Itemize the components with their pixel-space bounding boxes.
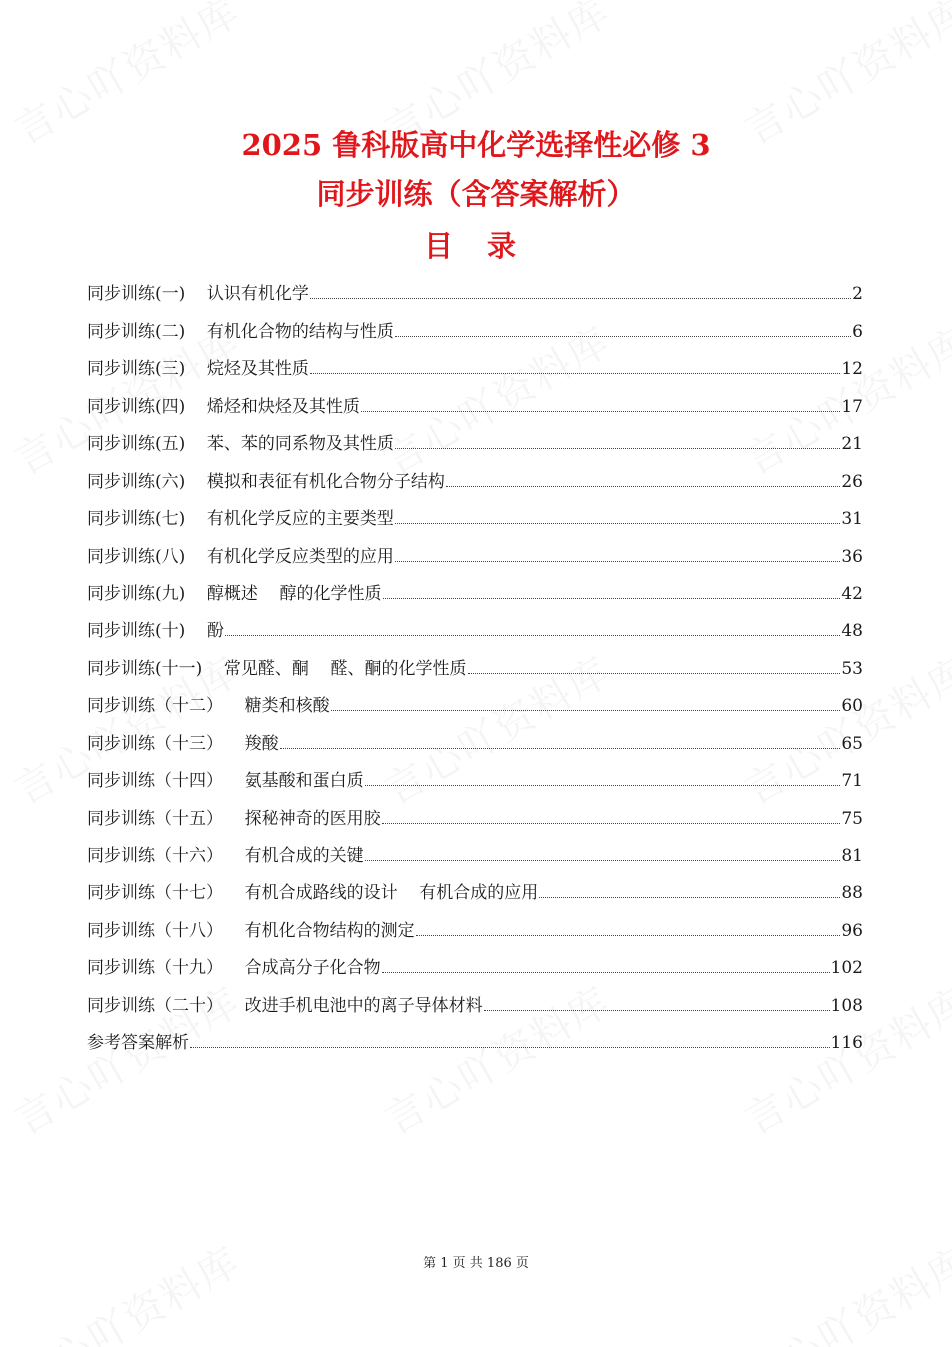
toc-leader-dots <box>395 561 840 562</box>
toc-entry-page: 71 <box>841 771 863 792</box>
toc-entry[interactable] <box>87 903 863 940</box>
toc-leader-dots <box>225 635 840 636</box>
toc-leader-dots <box>539 897 840 898</box>
watermark <box>3 1231 250 1347</box>
toc-entry-page: 65 <box>841 733 863 754</box>
toc-leader-dots <box>365 785 841 786</box>
toc-entry[interactable] <box>87 267 863 304</box>
toc-leader-dots <box>310 373 840 374</box>
document-subtitle: 同步训练（含答案解析） <box>316 177 636 211</box>
toc-leader-dots <box>331 710 841 711</box>
toc-entry-page: 36 <box>841 546 863 567</box>
toc-entry[interactable] <box>87 679 863 716</box>
toc-entry-label: 同步训练（十八） 有机化合物结构的测定 <box>87 920 415 941</box>
toc-entry-label: 同步训练（二十） 改进手机电池中的离子导体材料 <box>87 995 483 1016</box>
toc-entry-page: 21 <box>841 434 863 455</box>
toc-entry-page: 42 <box>841 583 863 604</box>
toc-leader-dots <box>382 823 841 824</box>
toc-entry[interactable] <box>87 941 863 978</box>
toc-entry[interactable] <box>87 379 863 416</box>
toc-entry-label: 同步训练(四) 烯烃和炔烃及其性质 <box>87 396 360 417</box>
toc-leader-dots <box>484 1010 830 1011</box>
toc-entry[interactable] <box>87 791 863 828</box>
watermark <box>733 1231 952 1347</box>
toc-entry-label: 同步训练(八) 有机化学反应类型的应用 <box>87 546 394 567</box>
toc-entry-page: 26 <box>841 471 863 492</box>
toc-leader-dots <box>395 336 851 337</box>
toc-entry[interactable] <box>87 716 863 753</box>
toc-entry[interactable] <box>87 304 863 341</box>
toc-leader-dots <box>280 748 841 749</box>
toc-entry-label: 同步训练(十) 酚 <box>87 621 224 642</box>
toc-entry-label: 同步训练（十九） 合成高分子化合物 <box>87 958 381 979</box>
toc-entry[interactable] <box>87 978 863 1015</box>
document-title: 2025 鲁科版高中化学选择性必修 3 <box>241 128 711 162</box>
toc-entry[interactable] <box>87 604 863 641</box>
toc-entry[interactable] <box>87 829 863 866</box>
toc-entry-answers[interactable] <box>87 1016 863 1053</box>
toc-entry[interactable] <box>87 492 863 529</box>
toc-leader-dots <box>310 298 851 299</box>
table-of-contents <box>87 267 863 1053</box>
page-footer: 第 1 页 共 186 页 <box>423 1256 529 1271</box>
toc-leader-dots <box>446 486 840 487</box>
toc-entry-page: 60 <box>841 696 863 717</box>
toc-entry[interactable] <box>87 567 863 604</box>
toc-leader-dots <box>383 598 841 599</box>
toc-leader-dots <box>395 448 840 449</box>
toc-heading: 目 录 <box>423 229 529 263</box>
toc-entry-page: 53 <box>841 658 863 679</box>
toc-entry-label: 同步训练（十四） 氨基酸和蛋白质 <box>87 771 364 792</box>
toc-entry-label: 同步训练(一) 认识有机化学 <box>87 284 309 305</box>
toc-leader-dots <box>416 935 841 936</box>
toc-entry-label: 同步训练（十三） 羧酸 <box>87 733 279 754</box>
toc-entry-page: 48 <box>841 621 863 642</box>
toc-entry-page: 116 <box>830 1033 863 1054</box>
toc-entry-page: 12 <box>841 359 863 380</box>
toc-entry[interactable] <box>87 454 863 491</box>
toc-entry-label: 同步训练(六) 模拟和表征有机化合物分子结构 <box>87 471 445 492</box>
toc-entry-page: 81 <box>841 846 863 866</box>
toc-entry[interactable] <box>87 417 863 454</box>
toc-entry-label: 同步训练（十七） 有机合成路线的设计 有机合成的应用 <box>87 883 539 904</box>
toc-leader-dots <box>190 1047 830 1048</box>
toc-entry-label: 同步训练（十五） 探秘神奇的医用胶 <box>87 808 381 829</box>
toc-entry[interactable] <box>87 866 863 903</box>
toc-leader-dots <box>382 972 830 973</box>
toc-entry-label: 参考答案解析 <box>87 1033 189 1054</box>
toc-entry-label: 同步训练（十二） 糖类和核酸 <box>87 696 330 717</box>
toc-entry[interactable] <box>87 754 863 791</box>
toc-entry-page: 75 <box>841 808 863 829</box>
toc-entry-label: 同步训练(三) 烷烃及其性质 <box>87 359 309 380</box>
toc-leader-dots <box>395 523 840 524</box>
toc-entry-label: 同步训练(七) 有机化学反应的主要类型 <box>87 509 394 530</box>
toc-entry[interactable] <box>87 641 863 678</box>
toc-entry-page: 96 <box>841 920 863 941</box>
toc-leader-dots <box>365 860 841 861</box>
toc-entry-label: 同步训练(二) 有机化合物的结构与性质 <box>87 321 394 342</box>
toc-entry-label: 同步训练(十一) 常见醛、酮 醛、酮的化学性质 <box>87 658 467 679</box>
toc-entry[interactable] <box>87 529 863 566</box>
toc-entry-page: 31 <box>841 509 863 530</box>
toc-entry-page: 6 <box>852 321 863 342</box>
toc-leader-dots <box>468 673 841 674</box>
toc-entry-page: 108 <box>830 995 863 1016</box>
toc-entry-label: 同步训练(九) 醇概述 醇的化学性质 <box>87 583 382 604</box>
toc-entry-page: 88 <box>841 883 863 904</box>
toc-leader-dots <box>361 411 840 412</box>
toc-entry-label: 同步训练（十六） 有机合成的关键 <box>87 846 364 866</box>
toc-entry-page: 102 <box>830 958 863 979</box>
toc-entry-page: 2 <box>852 284 863 305</box>
toc-entry[interactable] <box>87 342 863 379</box>
toc-entry-page: 17 <box>841 396 863 417</box>
toc-entry-label: 同步训练(五) 苯、苯的同系物及其性质 <box>87 434 394 455</box>
